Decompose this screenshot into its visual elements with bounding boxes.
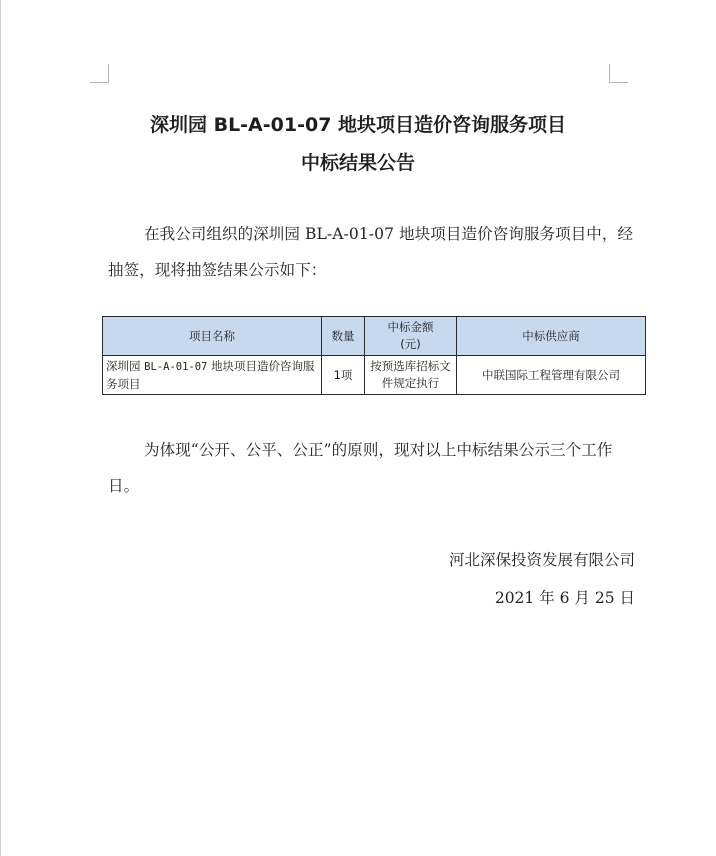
document-subtitle: 中标结果公告 xyxy=(300,152,415,174)
document-title: 深圳园 BL-A-01-07 地块项目造价咨询服务项目 xyxy=(149,114,567,136)
crop-mark-top-left xyxy=(90,64,109,83)
table-header-row xyxy=(103,317,646,356)
header-amount-line2: (元) xyxy=(400,337,421,351)
signature-date: 2021 年 6 月 25 日 xyxy=(494,589,635,607)
notice-paragraph: 为体现“公开、公平、公正”的原则，现对以上中标结果公示三个工作日。 xyxy=(108,441,613,495)
intro-paragraph: 在我公司组织的深圳园 BL-A-01-07 地块项目造价咨询服务项目中，经抽签，现将抽签结果公示如下： xyxy=(108,225,634,279)
signature-company: 河北深保投资发展有限公司 xyxy=(448,551,635,569)
cell-project-prefix: 深圳园 xyxy=(106,358,145,373)
header-supplier: 中标供应商 xyxy=(457,317,646,356)
header-amount xyxy=(365,317,457,356)
cell-supplier: 中联国际工程管理有限公司 xyxy=(457,356,646,395)
header-quantity: 数量 xyxy=(322,317,365,356)
cell-quantity: 1项 xyxy=(322,356,365,395)
cell-amount: 按预选库招标文件规定执行 xyxy=(365,356,457,395)
header-amount-line1: 中标金额 xyxy=(387,320,434,334)
cell-project-code: BL-A-01-07 xyxy=(144,360,208,373)
table-row xyxy=(103,356,646,395)
result-table xyxy=(102,316,646,395)
cell-project-suffix: 地块项目造价咨询服务项目 xyxy=(106,358,315,391)
crop-mark-top-right xyxy=(609,64,628,83)
cell-project-name xyxy=(103,356,322,395)
header-project-name: 项目名称 xyxy=(103,317,322,356)
